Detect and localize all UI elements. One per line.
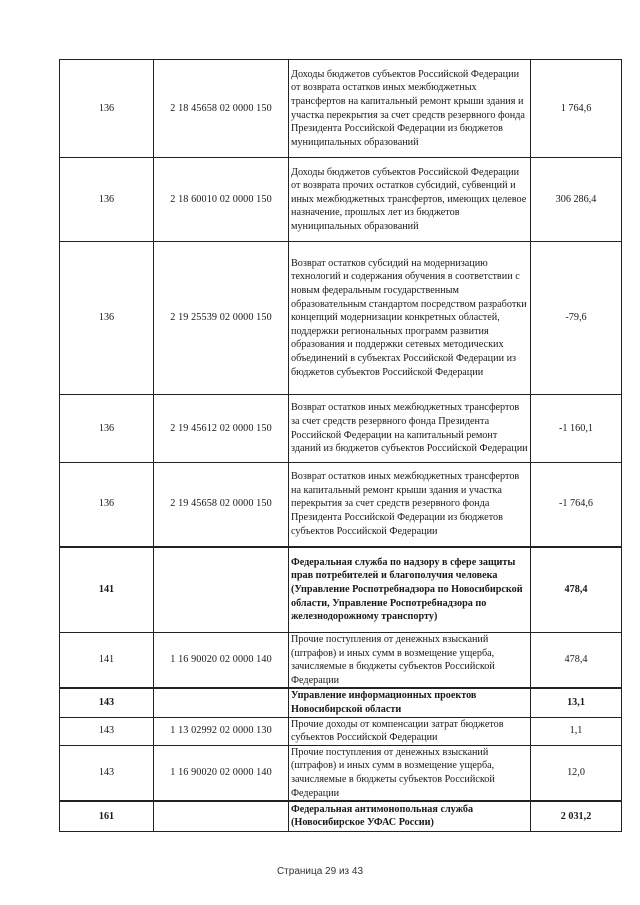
revenue-code-cell: 2 18 60010 02 0000 150 — [154, 158, 289, 242]
revenue-code-cell: 1 16 90020 02 0000 140 — [154, 745, 289, 801]
amount-cell: 12,0 — [531, 745, 622, 801]
amount-cell: 478,4 — [531, 633, 622, 689]
amount-cell: 1 764,6 — [531, 60, 622, 158]
revenue-code-cell — [154, 688, 289, 717]
revenue-name-cell: Федеральная служба по надзору в сфере защиты прав потребителей и благополучия человека (Управление Роспотребнадзора по Новосибирской области, Управление Роспотребнадзора по железнодорожному транспорту) — [289, 547, 531, 633]
table-row — [60, 745, 622, 801]
table-row — [60, 633, 622, 689]
admin-code-cell: 143 — [60, 745, 154, 801]
page-footer: Страница 29 из 43 — [276, 866, 364, 877]
amount-cell: 13,1 — [531, 688, 622, 717]
revenue-code-cell: 1 13 02992 02 0000 130 — [154, 717, 289, 745]
revenue-name-cell: Возврат остатков субсидий на модернизацию технологий и содержания обучения в соответствии с новым федеральным государственным образовательным стандартом посредством разработки концепций модернизации конкретных областей, поддержки региональных программ развития образования и поддержки сетевых методических объединений в субъектах Российской Федерации из бюджетов субъектов Российской Федерации — [289, 242, 531, 395]
table-row — [60, 395, 622, 463]
table-row — [60, 242, 622, 395]
revenue-name-cell: Прочие доходы от компенсации затрат бюджетов субъектов Российской Федерации — [289, 717, 531, 745]
revenue-name-cell: Возврат остатков иных межбюджетных трансфертов за счет средств резервного фонда Президента Российской Федерации на капитальный ремонт зданий из бюджетов субъектов Российской Федерации — [289, 395, 531, 463]
amount-cell: -79,6 — [531, 242, 622, 395]
revenue-code-cell: 2 19 45612 02 0000 150 — [154, 395, 289, 463]
table-row — [60, 463, 622, 547]
admin-code-cell: 136 — [60, 395, 154, 463]
table-body — [60, 60, 622, 832]
amount-cell: -1 160,1 — [531, 395, 622, 463]
revenue-code-cell: 1 16 90020 02 0000 140 — [154, 633, 289, 689]
revenue-code-cell: 2 19 25539 02 0000 150 — [154, 242, 289, 395]
table-row — [60, 158, 622, 242]
amount-cell: 306 286,4 — [531, 158, 622, 242]
revenue-name-cell: Возврат остатков иных межбюджетных трансфертов на капитальный ремонт крыши здания и участка перекрытия за счет средств резервного фонда Президента Российской Федерации из бюджетов субъектов Российской Федерации — [289, 463, 531, 547]
table-row — [60, 547, 622, 633]
table-row — [60, 60, 622, 158]
admin-code-cell: 136 — [60, 463, 154, 547]
admin-code-cell: 136 — [60, 242, 154, 395]
revenue-name-cell: Доходы бюджетов субъектов Российской Федерации от возврата остатков иных межбюджетных трансфертов на капитальный ремонт крыши здания и участка перекрытия за счет средств резервного фонда Президента Российской Федерации из бюджетов муниципальных образований — [289, 60, 531, 158]
amount-cell: 1,1 — [531, 717, 622, 745]
amount-cell: 478,4 — [531, 547, 622, 633]
table-row — [60, 717, 622, 745]
revenue-code-cell: 2 18 45658 02 0000 150 — [154, 60, 289, 158]
admin-code-cell: 136 — [60, 60, 154, 158]
revenue-name-cell: Федеральная антимонопольная служба (Новосибирское УФАС России) — [289, 801, 531, 831]
revenue-code-cell — [154, 547, 289, 633]
revenue-name-cell: Прочие поступления от денежных взысканий (штрафов) и иных сумм в возмещение ущерба, зачисляемые в бюджеты субъектов Российской Федерации — [289, 745, 531, 801]
budget-revenue-table — [59, 59, 622, 832]
table-row — [60, 688, 622, 717]
admin-code-cell: 143 — [60, 688, 154, 717]
admin-code-cell: 141 — [60, 547, 154, 633]
revenue-code-cell — [154, 801, 289, 831]
revenue-name-cell: Управление информационных проектов Новосибирской области — [289, 688, 531, 717]
admin-code-cell: 136 — [60, 158, 154, 242]
amount-cell: -1 764,6 — [531, 463, 622, 547]
admin-code-cell: 141 — [60, 633, 154, 689]
revenue-name-cell: Прочие поступления от денежных взысканий (штрафов) и иных сумм в возмещение ущерба, зачисляемые в бюджеты субъектов Российской Федерации — [289, 633, 531, 689]
revenue-code-cell: 2 19 45658 02 0000 150 — [154, 463, 289, 547]
amount-cell: 2 031,2 — [531, 801, 622, 831]
admin-code-cell: 161 — [60, 801, 154, 831]
admin-code-cell: 143 — [60, 717, 154, 745]
revenue-name-cell: Доходы бюджетов субъектов Российской Федерации от возврата прочих остатков субсидий, субвенций и иных межбюджетных трансфертов, имеющих целевое назначение, прошлых лет из бюджетов муниципальных образований — [289, 158, 531, 242]
table-row — [60, 801, 622, 831]
